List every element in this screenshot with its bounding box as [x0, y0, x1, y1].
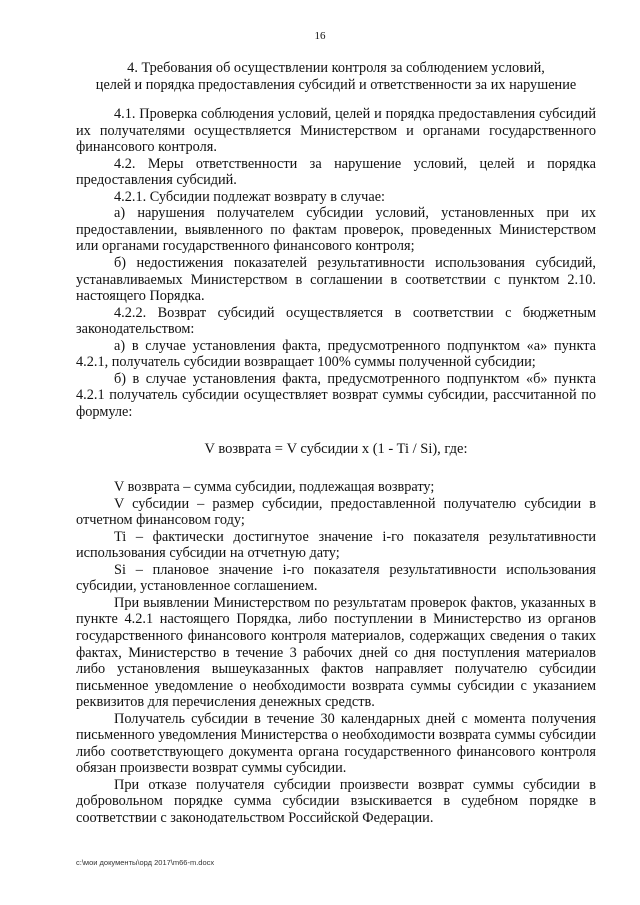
paragraph-4-2-2: 4.2.2. Возврат субсидий осуществляется в соответствии с бюджетным законодательством: — [76, 304, 596, 338]
paragraph-refund-deadline: Получатель субсидии в течение 30 календарных дней с момента получения письменного уведомления Министерства о необходимости возврата суммы субсидии либо соответствующего документа органа государственного финансового контроля обязан произвести возврат суммы субсидии. — [76, 710, 596, 777]
definition-v-refund: V возврата – сумма субсидии, подлежащая возврату; — [114, 479, 435, 496]
paragraph-4-2-2-b: б) в случае установления факта, предусмотренного подпунктом «б» пункта 4.2.1 получатель субсидии осуществляет возврат суммы субсидии, рассчитанной по формуле: — [76, 370, 596, 420]
definition-v-subsidy: V субсидии – размер субсидии, предоставленной получателю субсидии в отчетном финансовом году; — [76, 495, 596, 529]
definition-ti: Ti – фактически достигнутое значение i-го показателя результативности использования субсидии на отчетную дату; — [76, 528, 596, 562]
paragraph-4-2-1-b: б) недостижения показателей результативности использования субсидий, устанавливаемых Министерством в соглашении в соответствии с пунктом 2.10. настоящего Порядка. — [76, 255, 596, 305]
section-heading-line-2: целей и порядка предоставления субсидий и ответственности за их нарушение — [95, 76, 577, 93]
refund-formula: V возврата = V субсидии x (1 - Ti / Si), где: — [204, 441, 468, 458]
document-body — [76, 60, 596, 827]
paragraph-4-2-1-a: а) нарушения получателем субсидии условий, установленных при их предоставлении, выявленного по фактам проверок, проведенных Министерством или органами государственного финансового контроля; — [76, 205, 596, 255]
paragraph-4-2: 4.2. Меры ответственности за нарушение условий, целей и порядка предоставления субсидий. — [76, 155, 596, 189]
section-heading-line-1: 4. Требования об осуществлении контроля за соблюдением условий, — [127, 60, 545, 76]
paragraph-4-1: 4.1. Проверка соблюдения условий, целей и порядка предоставления субсидий их получателями осуществляется Министерством и органами государственного финансового контроля. — [76, 106, 596, 156]
section-heading — [76, 60, 596, 93]
paragraph-4-2-1: 4.2.1. Субсидии подлежат возврату в случае: — [114, 188, 386, 205]
definition-si: Si – плановое значение i-го показателя результативности использования субсидии, установленное соглашением. — [76, 561, 596, 595]
file-path-footer: c:\мои документы\орд 2017\m66-m.docx — [76, 858, 215, 867]
paragraph-notification: При выявлении Министерством по результатам проверок фактов, указанных в пункте 4.2.1 настоящего Порядка, либо поступлении в Министерство из органов государственного финансового контроля материалов, содержащих сведения о таких фактах, Министерство в течение 3 рабочих дней со дня поступления материалов либо установления вышеуказанных фактов направляет получателю субсидии письменное уведомление о необходимости возврата суммы субсидии с указанием реквизитов для перечисления денежных средств. — [76, 594, 596, 711]
paragraph-court-recovery: При отказе получателя субсидии произвести возврат суммы субсидии в добровольном порядке сумма субсидии взыскивается в судебном порядке в соответствии с законодательством Российской Федерации. — [76, 776, 596, 826]
paragraph-4-2-2-a: а) в случае установления факта, предусмотренного подпунктом «а» пункта 4.2.1, получатель субсидии возвращает 100% суммы полученной субсидии; — [76, 337, 596, 371]
page-number: 16 — [314, 30, 326, 42]
